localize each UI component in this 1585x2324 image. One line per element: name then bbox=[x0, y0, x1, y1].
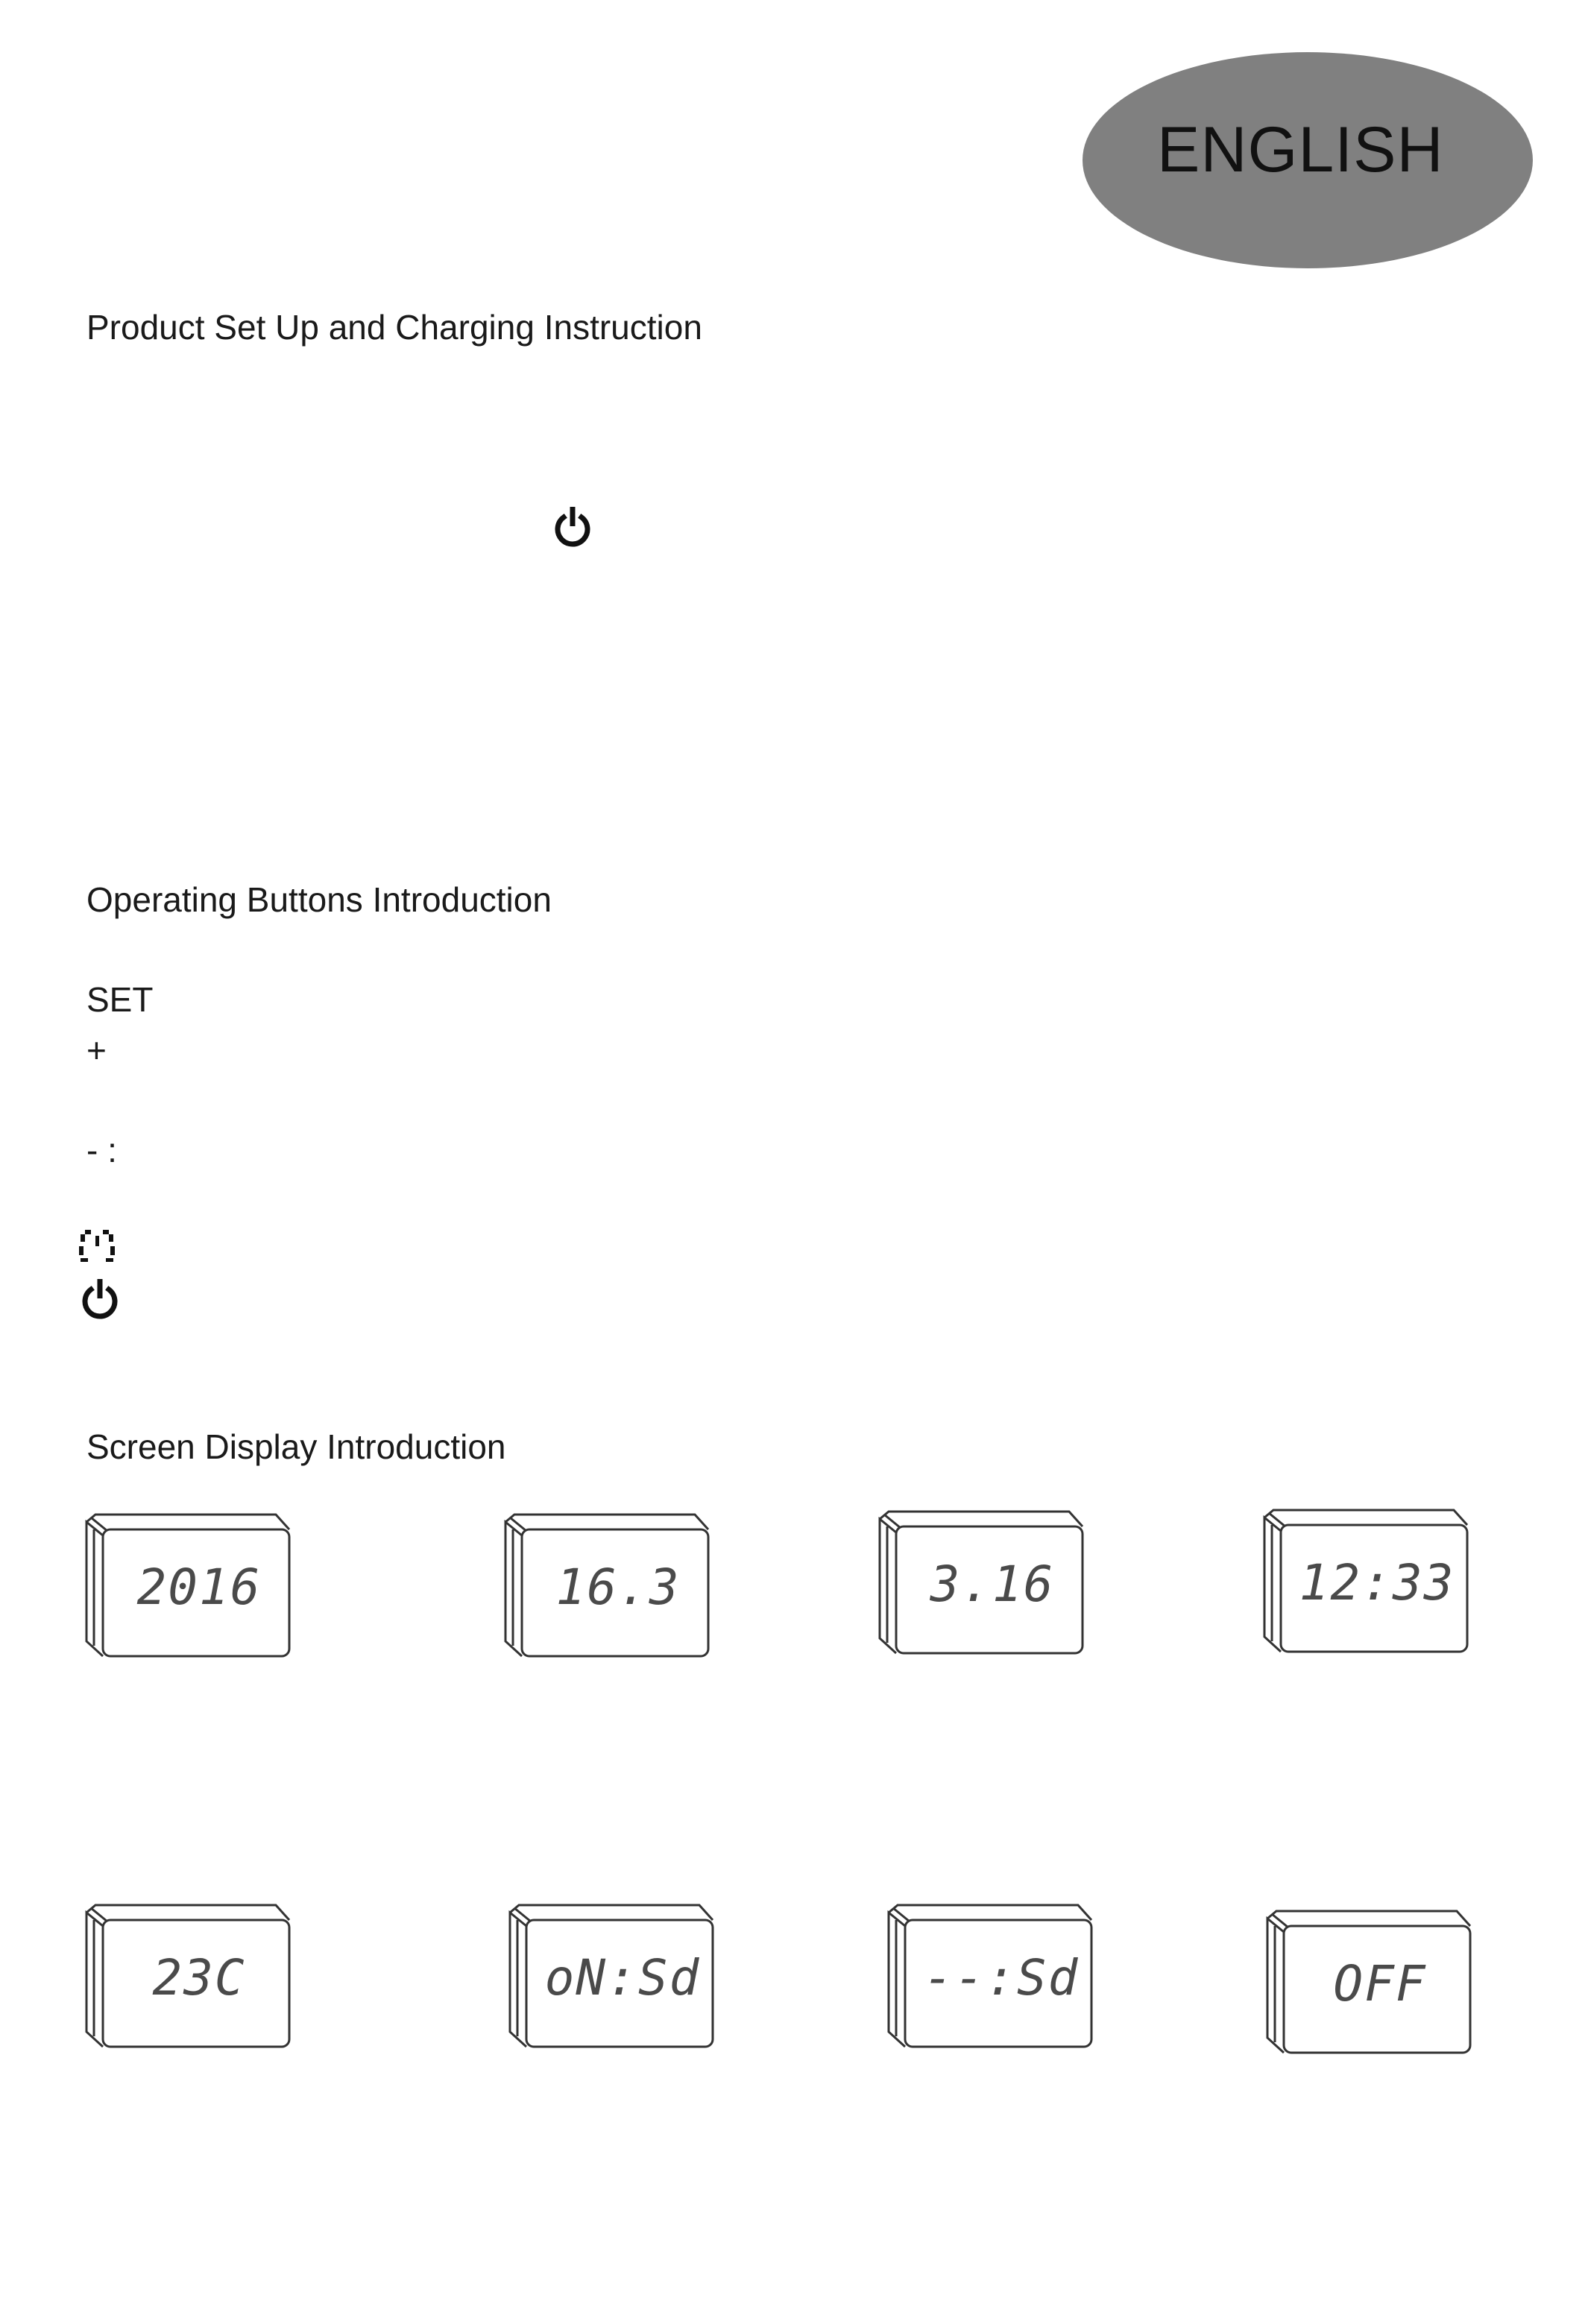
screen-section-title: Screen Display Introduction bbox=[86, 1427, 506, 1466]
power-icon bbox=[552, 504, 593, 552]
display-month-day: 3.16 bbox=[930, 1556, 1055, 1613]
buttons-section-title: Operating Buttons Introduction bbox=[86, 880, 552, 919]
set-button-label: SET bbox=[86, 980, 154, 1019]
display-sound-off: --:Sd bbox=[923, 1949, 1080, 2006]
plus-button-label: + bbox=[86, 1031, 107, 1070]
clock-display-illustration bbox=[874, 1510, 1090, 1659]
display-sound-on: oN:Sd bbox=[544, 1949, 701, 2006]
display-year: 2016 bbox=[136, 1559, 262, 1616]
power-icon bbox=[79, 1276, 121, 1324]
clock-display-illustration bbox=[81, 1904, 297, 2053]
minus-button-label: - : bbox=[86, 1131, 117, 1169]
clock-display-illustration bbox=[1261, 1910, 1478, 2059]
alarm-icon bbox=[78, 1228, 116, 1268]
clock-display-illustration bbox=[81, 1513, 297, 1662]
language-badge bbox=[1083, 52, 1533, 268]
clock-display-illustration bbox=[504, 1904, 720, 2053]
clock-display-illustration bbox=[883, 1904, 1099, 2053]
display-temperature: 23C bbox=[152, 1949, 246, 2006]
display-year-month: 16.3 bbox=[555, 1559, 681, 1616]
clock-display-illustration bbox=[1258, 1509, 1475, 1658]
language-label: ENGLISH bbox=[1157, 114, 1444, 186]
setup-section-title: Product Set Up and Charging Instruction bbox=[86, 308, 702, 347]
display-time: 12:33 bbox=[1299, 1554, 1455, 1611]
display-off: OFF bbox=[1333, 1955, 1427, 2012]
clock-display-illustration bbox=[500, 1513, 716, 1662]
